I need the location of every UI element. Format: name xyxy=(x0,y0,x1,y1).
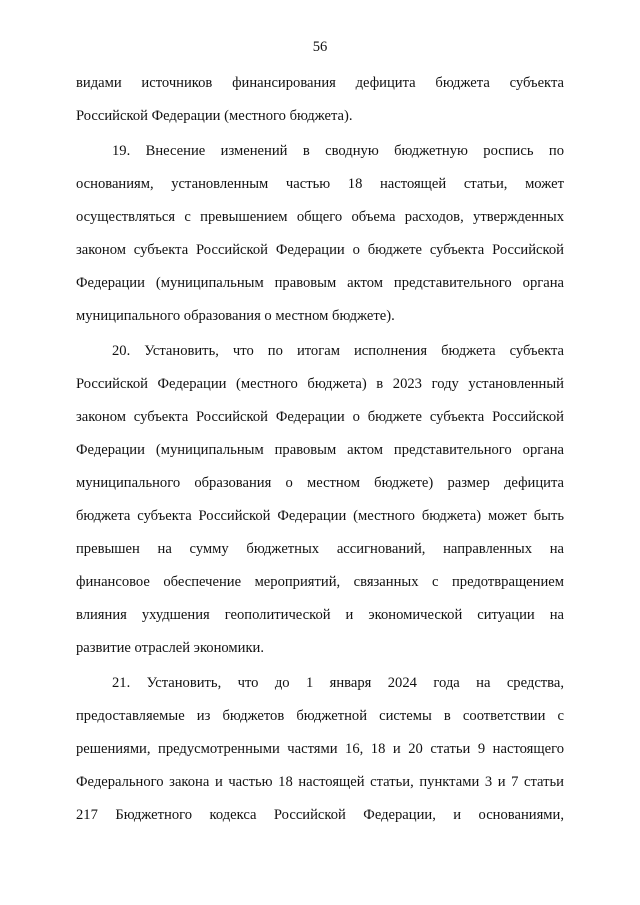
text-line: основаниям, установленным частью 18 настоящей статьи, может xyxy=(76,176,564,192)
text-line: развитие отраслей экономики. xyxy=(76,640,265,656)
page-number: 56 xyxy=(312,39,328,55)
paragraph-20-first-line: 20. Установить, что по итогам исполнения бюджета субъекта xyxy=(112,343,564,359)
text-line: финансовое обеспечение мероприятий, связанных с предотвращением xyxy=(76,574,564,590)
text-line: Федерации (муниципальным правовым актом представительного органа xyxy=(76,442,564,458)
text-line: Федерального закона и частью 18 настоящей статьи, пунктами 3 и 7 статьи xyxy=(76,774,564,790)
text-line: 217 Бюджетного кодекса Российской Федерации, и основаниями, xyxy=(76,807,564,823)
text-line: Федерации (муниципальным правовым актом представительного органа xyxy=(76,275,564,291)
text-line: бюджета субъекта Российской Федерации (местного бюджета) может быть xyxy=(76,508,564,524)
text-line: предоставляемые из бюджетов бюджетной системы в соответствии с xyxy=(76,708,564,724)
text-line: решениями, предусмотренными частями 16, 18 и 20 статьи 9 настоящего xyxy=(76,741,564,757)
text-line: законом субъекта Российской Федерации о бюджете субъекта Российской xyxy=(76,409,564,425)
text-line: видами источников финансирования дефицита бюджета субъекта xyxy=(76,75,564,91)
text-line: Российской Федерации (местного бюджета) в 2023 году установленный xyxy=(76,376,564,392)
text-line: влияния ухудшения геополитической и экономической ситуации на xyxy=(76,607,564,623)
text-line: Российской Федерации (местного бюджета). xyxy=(76,108,353,124)
text-line: превышен на сумму бюджетных ассигнований, направленных на xyxy=(76,541,564,557)
paragraph-21-first-line: 21. Установить, что до 1 января 2024 года на средства, xyxy=(112,675,564,691)
text-line: муниципального образования о местном бюджете). xyxy=(76,308,395,324)
paragraph-19-first-line: 19. Внесение изменений в сводную бюджетную роспись по xyxy=(112,143,564,159)
text-line: осуществляться с превышением общего объема расходов, утвержденных xyxy=(76,209,564,225)
text-line: законом субъекта Российской Федерации о бюджете субъекта Российской xyxy=(76,242,564,258)
text-line: муниципального образования о местном бюджете) размер дефицита xyxy=(76,475,564,491)
